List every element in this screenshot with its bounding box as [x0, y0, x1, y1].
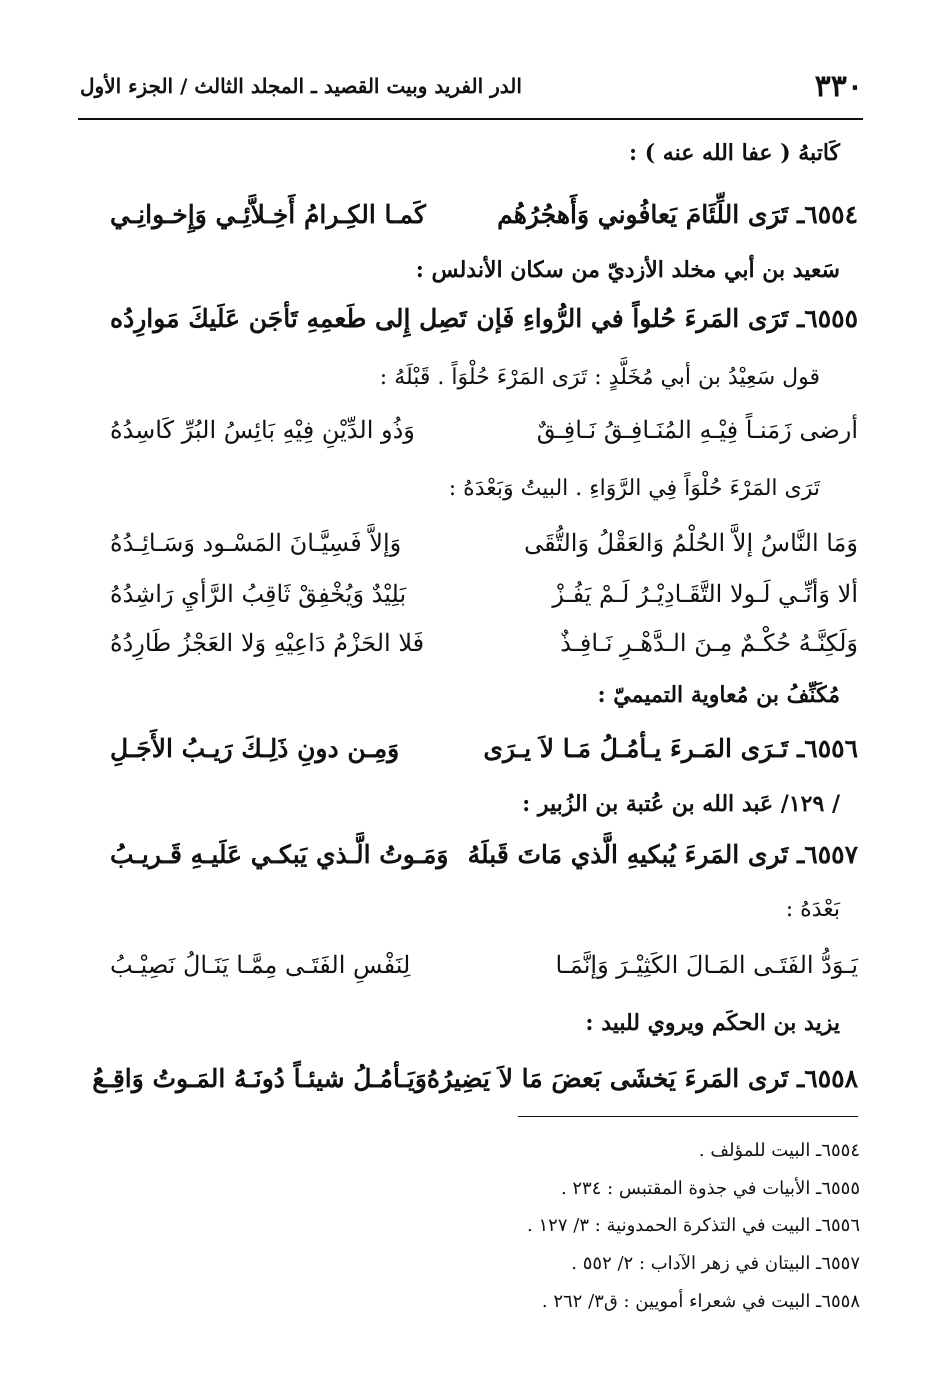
verse-second-hemistich: لِنَفْسِ الفَتَـى مِمَّـا يَنَـالُ نَصِيْـبُ — [110, 951, 411, 979]
prose-line: قول سَعِيْدُ بن أبي مُخَلَّدٍ : تَرَى المَرْءَ حُلْوَاً . قَبْلَهُ : — [379, 364, 820, 390]
verse-line — [110, 940, 858, 990]
prose-line: تَرَى المَرْءَ حُلْوَاً فِي الرَّوَاءِ . البيتُ وَبَعْدَهُ : — [448, 475, 820, 501]
verse-line — [110, 723, 858, 773]
intro-line: مُكَنِّفُ بن مُعاوية التميميّ : — [597, 682, 840, 708]
verse-first-hemistich: ٦٥٥٨ـ تَرى المَرءَ يَخشَى بَعضَ مَا لاَ يَضِيرُهُ — [426, 1063, 858, 1093]
verse-first-hemistich: وَمَا النَّاسُ إلاَّ الحُلْمُ وَالعَقْلُ وَالتُّقَى — [524, 529, 858, 557]
page-header — [80, 64, 863, 108]
footnote: ٦٥٥٨ـ البيت في شعراء أمويين : ق٣/ ٢٦٢ . — [541, 1291, 860, 1312]
verse-line — [110, 293, 858, 343]
verse-second-hemistich: فَلا الحَزْمُ دَاعِيْهِ وَلا العَجْزُ طَارِدُهُ — [110, 629, 425, 657]
verse-first-hemistich: وَلَكِنَّـهُ حُكْـمٌ مِـنَ الـدَّهْـرِ نَـافِـذٌ — [560, 629, 858, 657]
verse-second-hemistich: وَمِـن دونِ ذَلِـكَ رَيـبُ الأَجَـلِ — [110, 733, 400, 763]
verse-line — [110, 405, 858, 455]
verse-line — [92, 1053, 858, 1103]
prose-line: بَعْدَهُ : — [785, 896, 840, 922]
verse-second-hemistich: وَإلاَّ فَسِيَّـانَ المَسْـود وَسَـائِـدُهُ — [110, 529, 402, 557]
verse-line — [110, 569, 858, 619]
verse-first-hemistich: ٦٥٥٥ـ تَرَى المَرءَ حُلواً في الرُّواءِ فَإن — [476, 303, 858, 333]
intro-line: كَاتبهُ ( عفا الله عنه ) : — [628, 140, 840, 166]
verse-line — [110, 518, 858, 568]
verse-line — [110, 618, 858, 668]
footnote: ٦٥٥٦ـ البيت في التذكرة الحمدونية : ٣/ ١٢٧ . — [527, 1215, 860, 1236]
intro-line: يزيد بن الحكَم ويروي للبيد : — [585, 1010, 840, 1036]
verse-first-hemistich: ألا وَأنِّـي لَـولا التَّقَـادِيْـرُ لَـمْ يَفُـزْ — [552, 580, 858, 608]
footnote: ٦٥٥٤ـ البيت للمؤلف . — [698, 1140, 860, 1161]
running-title: الدر الفريد وبيت القصيد ـ المجلد الثالث / الجزء الأول — [80, 74, 522, 98]
verse-second-hemistich: وَيَـأمُـلُ شيئـاً دُونَـهُ المَـوتُ وَاقِـعُ — [92, 1063, 427, 1093]
verse-first-hemistich: ٦٥٥٤ـ تَرَى اللِّئَامَ يَعافُوني وَأَهجُرُهُم — [497, 199, 858, 229]
footnote-rule — [518, 1116, 858, 1117]
verse-second-hemistich: وَمَـوتُ الَّـذي يَبكـي عَلَيـهِ قَـريـبُ — [110, 839, 449, 869]
verse-first-hemistich: أرضى زَمَنـاً فِيْـهِ المُنَـافِـقُ نَـافِـقٌ — [536, 416, 858, 444]
verse-line — [110, 829, 858, 879]
page-number: ٣٣٠ — [814, 68, 863, 104]
intro-line: / ١٢٩/ عَبد الله بن عُتبة بن الزُبير : — [522, 791, 840, 817]
footnote: ٦٥٥٥ـ الأبيات في جذوة المقتبس : ٢٣٤ . — [560, 1178, 860, 1199]
verse-first-hemistich: ٦٥٥٧ـ تَرى المَرءَ يُبكيهِ الَّذي مَاتَ قَبلَهُ — [467, 839, 858, 869]
verse-second-hemistich: كَمـا الكِـرامُ أَخِـلاَّئِـي وَإِخـوانِـي — [110, 199, 426, 229]
verse-first-hemistich: يَـوَدُّ الفَتَـى المَـالَ الكَثِيْـرَ وَإنَّمَـا — [555, 951, 858, 979]
intro-line: سَعيد بن أبي مخلد الأزديّ من سكان الأندلس : — [415, 257, 840, 283]
footnote: ٦٥٥٧ـ البيتان في زهر الآداب : ٢/ ٥٥٢ . — [571, 1253, 860, 1274]
verse-second-hemistich: وَذُو الدِّيْنِ فِيْهِ بَائِسُ البُرِّ كَاسِدُهُ — [110, 416, 415, 444]
verse-first-hemistich: ٦٥٥٦ـ تَـرَى المَـرءَ يـأمُـلُ مَـا لاَ يـرَى — [483, 733, 858, 763]
verse-second-hemistich: تَصِل إِلى طَعمِهِ تَأجَن عَلَيكَ مَوارِدُه — [110, 303, 467, 333]
header-rule — [78, 118, 863, 120]
verse-line — [110, 189, 858, 239]
verse-second-hemistich: بَلِيْدٌ وَيُخْفِقْ ثَاقِبُ الرَّأيِ رَاشِدُهُ — [110, 580, 407, 608]
